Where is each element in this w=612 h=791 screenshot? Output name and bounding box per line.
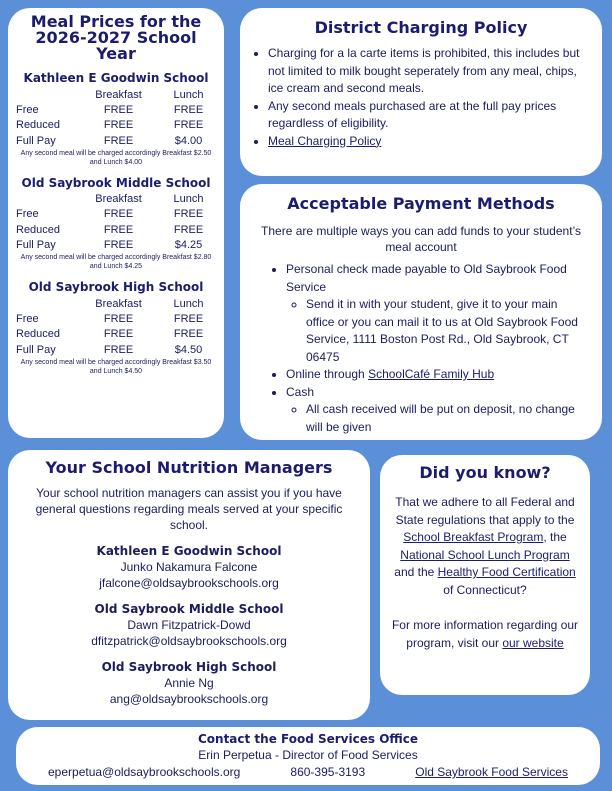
school-name: Kathleen E Goodwin School <box>23 71 209 85</box>
personal-check-text: Personal check made payable to Old Saybrook Food Service <box>286 262 567 294</box>
online-prefix: Online through <box>286 367 369 381</box>
managers-intro: Your school nutrition managers can assist you if you have general questions regarding meals served at your specific school. <box>35 486 343 532</box>
table-row: Free FREE FREE <box>16 103 204 116</box>
payment-list <box>254 261 588 436</box>
charging-policy-list <box>254 45 588 150</box>
manager-name: Dawn Fitzpatrick-Dowd <box>127 618 251 632</box>
did-you-know-text: That we adhere to all Federal and State regulations that apply to the School Breakfast Program, the National School Lunch Program and the Healthy Food Certification of Connecticut? <box>394 495 576 597</box>
school-breakfast-program-link[interactable]: School Breakfast Program <box>403 530 544 544</box>
price-table <box>16 296 216 358</box>
table-row: Full Pay FREE $4.25 <box>16 239 203 252</box>
table-row: Free FREE FREE <box>16 208 204 221</box>
manager-school: Old Saybrook High School <box>101 660 277 674</box>
did-you-know-card <box>380 455 590 695</box>
charging-policy-card <box>240 8 602 176</box>
contact-title: Contact the Food Services Office <box>197 732 419 746</box>
director-line: Erin Perpetua - Director of Food Services <box>198 748 418 762</box>
list-item <box>268 133 588 151</box>
table-row: Reduced FREE FREE <box>16 223 204 236</box>
manager-email[interactable]: jfalcone@oldsaybrookschools.org <box>99 576 279 590</box>
nutrition-managers-card <box>8 450 370 720</box>
school-name: Old Saybrook High School <box>28 280 204 294</box>
charging-policy-title: District Charging Policy <box>314 18 528 37</box>
second-meal-note: Any second meal will be charged accordingly Breakfast $3.50 and Lunch $4.50 <box>20 358 212 375</box>
payment-methods-title: Acceptable Payment Methods <box>287 194 555 213</box>
meal-prices-title: Meal Prices for the 2026-2027 School Year <box>30 12 202 63</box>
second-meal-note: Any second meal will be charged accordingly Breakfast $2.80 and Lunch $4.25 <box>20 254 212 270</box>
manager-name: Junko Nakamura Falcone <box>120 560 258 574</box>
school-prices-middle <box>16 175 216 272</box>
school-prices-goodwin <box>16 70 216 167</box>
list-item: ◦ Send it in with your student, give it to your main office or you can mail it to us at Old Saybrook Food Service, 1111 Boston Post Rd., Old Saybrook, CT 06475 <box>306 296 588 366</box>
cash-text: Cash <box>286 384 315 399</box>
food-services-link[interactable]: Old Saybrook Food Services <box>415 765 568 779</box>
breakfast-header: Breakfast <box>95 88 142 101</box>
breakfast-header: Breakfast <box>95 297 142 310</box>
list-item: ◦ All cash received will be put on deposit, no change will be given <box>306 401 588 436</box>
manager-name: Annie Ng <box>164 676 214 690</box>
managers-title: Your School Nutrition Managers <box>45 458 333 477</box>
lunch-header: Lunch <box>173 297 204 310</box>
payment-methods-card <box>240 184 602 440</box>
list-item: • Charging for a la carte items is prohibited, this includes but not limited to milk bought seperately from any meal, chips, ice cream and second meals. <box>268 45 588 98</box>
manager-email[interactable]: ang@oldsaybrookschools.org <box>109 692 269 706</box>
contact-card <box>16 727 600 785</box>
manager-entry <box>22 601 356 649</box>
price-table <box>16 192 216 254</box>
did-you-know-title: Did you know? <box>419 463 551 482</box>
price-table <box>16 87 216 149</box>
list-item <box>286 366 588 384</box>
payment-intro: There are multiple ways you can add funds to your student’s meal account <box>261 224 581 254</box>
national-school-lunch-program-link[interactable]: National School Lunch Program <box>400 547 570 562</box>
table-row: Reduced FREE FREE <box>16 119 204 132</box>
breakfast-header: Breakfast <box>95 193 142 205</box>
list-item: • Any second meals purchased are at the full pay prices regardless of eligibility. <box>268 98 588 133</box>
meal-charging-policy-link[interactable]: Meal Charging Policy <box>268 133 382 148</box>
healthy-food-certification-link[interactable]: Healthy Food Certification <box>437 565 576 579</box>
manager-entry <box>22 543 356 591</box>
lunch-header: Lunch <box>173 193 204 205</box>
table-row: Free FREE FREE <box>16 312 204 325</box>
more-info-text: For more information regarding our program, visit our our website <box>391 618 579 650</box>
manager-school: Kathleen E Goodwin School <box>96 544 282 558</box>
contact-phone[interactable]: 860-395-3193 <box>290 765 366 779</box>
lunch-header: Lunch <box>173 88 204 101</box>
school-name: Old Saybrook Middle School <box>21 175 211 190</box>
meal-prices-card <box>8 8 224 438</box>
second-meal-note: Any second meal will be charged accordingly Breakfast $2.50 and Lunch $4.00 <box>20 149 212 166</box>
manager-email[interactable]: dfitzpatrick@oldsaybrookschools.org <box>91 634 287 648</box>
table-row: Full Pay FREE $4.00 <box>16 134 203 147</box>
manager-school: Old Saybrook Middle School <box>94 602 284 616</box>
our-website-link[interactable]: our website <box>502 635 564 650</box>
table-row: Full Pay FREE $4.50 <box>16 343 203 356</box>
table-row: Reduced FREE FREE <box>16 328 204 341</box>
list-item <box>286 261 588 366</box>
contact-email[interactable]: eperpetua@oldsaybrookschools.org <box>48 765 241 779</box>
contact-row <box>30 763 586 779</box>
schoolcafe-link[interactable]: SchoolCafé Family Hub <box>368 367 495 381</box>
school-prices-high <box>16 279 216 376</box>
manager-entry <box>22 659 356 707</box>
list-item <box>286 384 588 437</box>
